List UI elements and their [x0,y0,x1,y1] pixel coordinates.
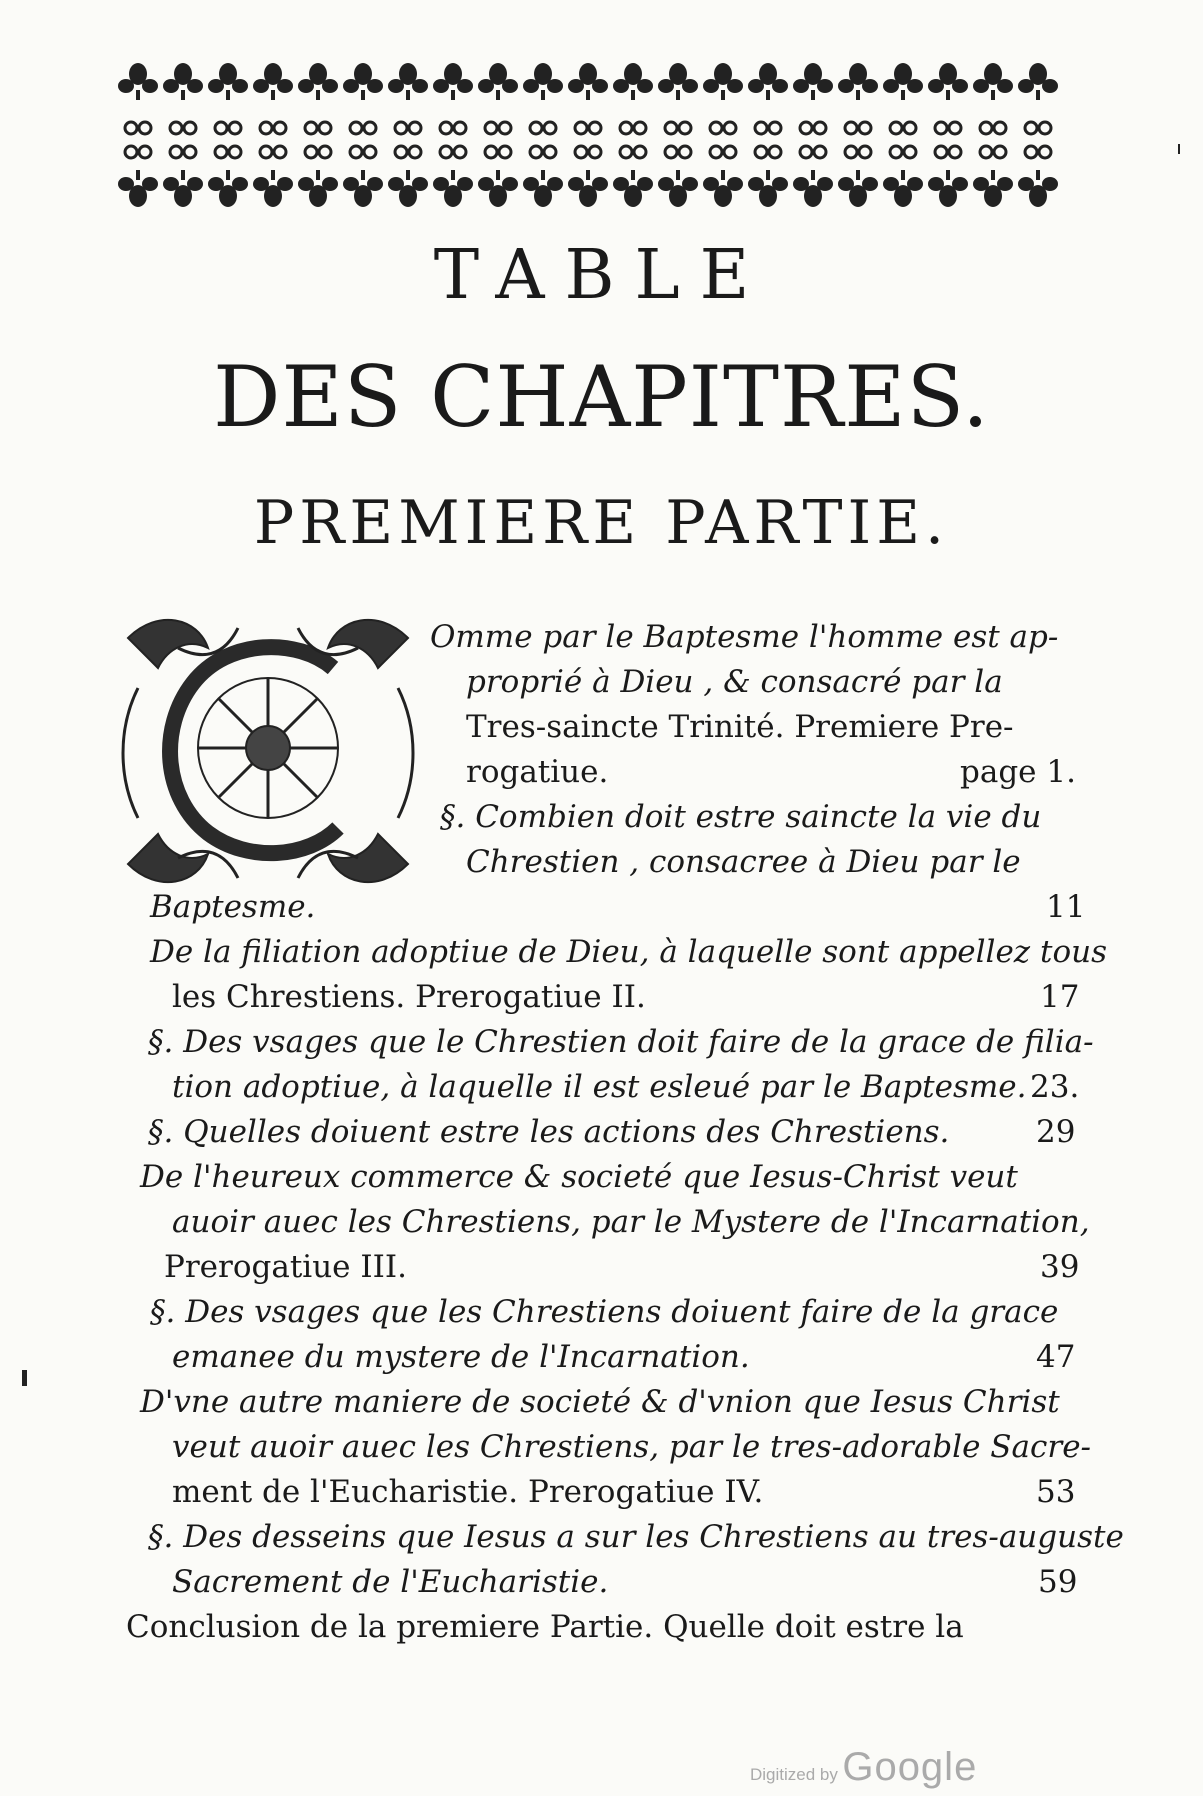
watermark-logo: Google [842,1745,978,1789]
toc-entry-line: Baptesme. [150,889,316,925]
toc-entry-line: De l'heureux commerce & societé que Iesus-Christ veut [140,1159,1018,1195]
title-partie: PREMIERE PARTIE. [253,488,950,558]
toc-page-number: 59 [1038,1564,1078,1600]
toc-entry-line: Sacrement de l'Eucharistie. [172,1564,609,1600]
toc-entry-line: rogatiue. [466,754,609,790]
toc-entry-line: Chrestien , consacree à Dieu par le [466,844,1021,880]
toc-page-number: 39 [1040,1249,1080,1285]
toc-entry-line: §. Quelles doiuent estre les actions des Chrestiens. [148,1114,950,1150]
toc-entry-line: §. Des vsages que les Chrestiens doiuent faire de la grace [150,1294,1059,1330]
toc-entry-line: auoir auec les Chrestiens, par le Mystere de l'Incarnation, [172,1204,1090,1240]
toc-entry-line: De la filiation adoptiue de Dieu, à laquelle sont appellez tous [150,934,1107,970]
title-table: TABLE [433,236,770,315]
toc-entry-line: tion adoptiue, à laquelle il est esleué par le Baptesme. [172,1069,1027,1105]
drop-cap-illustration [118,608,418,894]
toc-page-number: 11 [1046,889,1086,925]
toc-entry-line: ment de l'Eucharistie. Prerogatiue IV. [172,1474,764,1510]
toc-entry-line: proprié à Dieu , & consacré par la [466,664,1003,700]
digitization-watermark [750,1745,977,1790]
toc-entry-line: Omme par le Baptesme l'homme est ap- [430,619,1059,655]
toc-page-number: 17 [1040,979,1080,1015]
toc-page-number: 53 [1036,1474,1076,1510]
toc-entry-line: §. Des vsages que le Chrestien doit faire de la grace de filia- [148,1024,1094,1060]
toc-page-number: 23. [1030,1069,1080,1105]
toc-entry-line: Tres-saincte Trinité. Premiere Pre- [466,709,1014,745]
toc-entry-line: Prerogatiue III. [164,1249,407,1285]
title-chapitres: DES CHAPITRES. [213,348,990,446]
toc-entry-line: §. Combien doit estre saincte la vie du [440,799,1042,835]
toc-entry-line: les Chrestiens. Prerogatiue II. [172,979,646,1015]
watermark-small: Digitized by [750,1765,838,1784]
toc-entry-line: veut auoir auec les Chrestiens, par le tres-adorable Sacre- [172,1429,1092,1465]
margin-mark [22,1370,27,1386]
toc-entry-line: D'vne autre maniere de societé & d'vnion que Iesus Christ [140,1384,1060,1420]
ornament-band [118,60,1058,210]
toc-page-number: 29 [1036,1114,1076,1150]
toc-page-number: 47 [1036,1339,1076,1375]
toc-entry-line: Conclusion de la premiere Partie. Quelle doit estre la [126,1609,964,1645]
toc-page-number: page 1. [960,754,1076,790]
toc-entry-line: emanee du mystere de l'Incarnation. [172,1339,750,1375]
margin-mark [1178,144,1180,154]
toc-entry-line: §. Des desseins que Iesus a sur les Chrestiens au tres-auguste [148,1519,1124,1555]
